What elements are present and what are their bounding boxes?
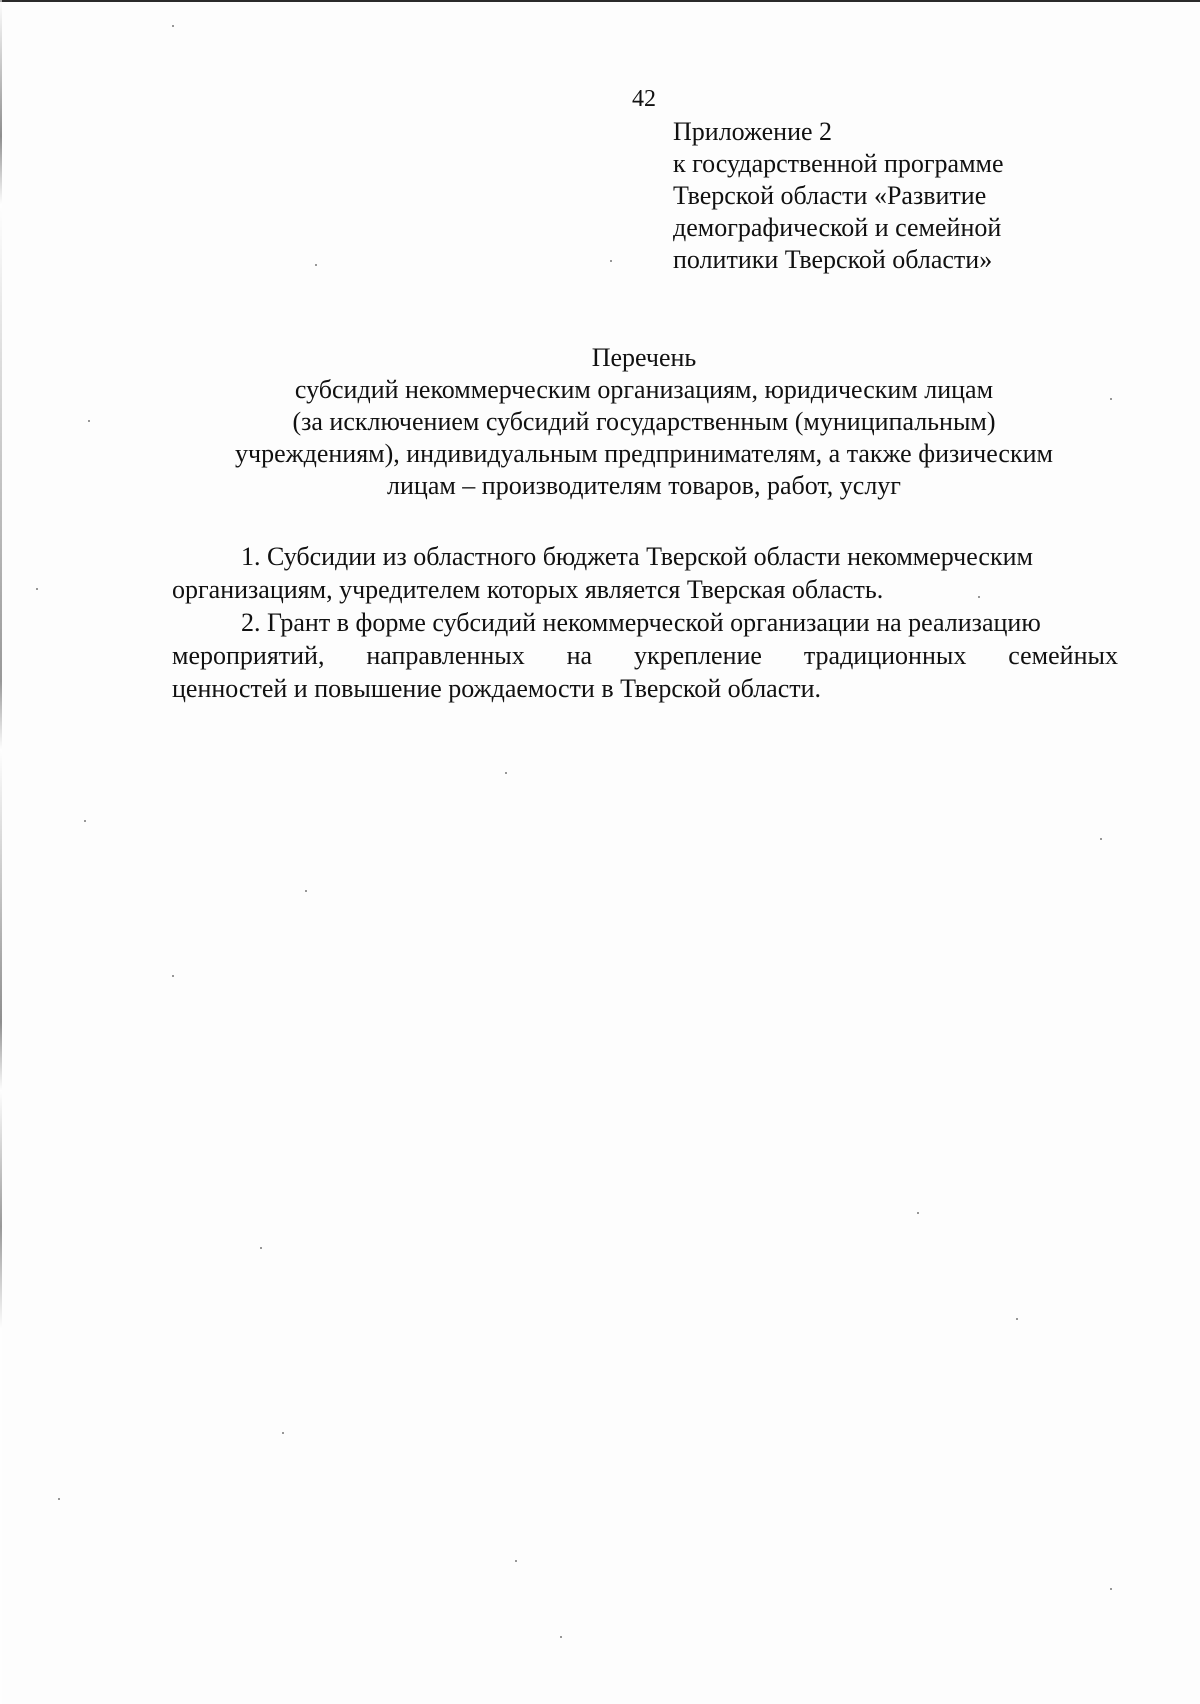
heading-line: (за исключением субсидий государственным (муниципальным) [292,407,996,436]
scan-speck [1016,1318,1018,1320]
item-line: 1. Субсидии из областного бюджета Тверской области некоммерческим [241,542,1033,571]
item-word: традиционных [803,641,967,670]
document-heading [120,342,1168,502]
scan-speck [315,264,317,266]
appendix-line-4 [673,212,1118,244]
scan-speck [172,25,174,27]
scan-speck [610,260,612,262]
scan-speck [505,772,507,774]
heading-line: учреждениям), индивидуальным предпринимателям, а также физическим [235,439,1053,468]
page-number: 42 [632,86,656,112]
scan-top-edge [0,0,1200,2]
scan-speck [560,1636,562,1638]
appendix-line-5: политики Тверской области» [673,245,993,274]
item-word: семейных [1008,641,1118,670]
items-list [172,540,1118,705]
scan-speck [84,820,86,822]
scan-left-edge [0,0,2,1704]
appendix-word: демографической [673,213,869,242]
appendix-word: программе [883,149,1004,178]
scan-speck [282,1432,284,1434]
scan-speck [515,1560,517,1562]
item-line: 2. Грант в форме субсидий некоммерческой организации на реализацию [241,608,1041,637]
appendix-line-2 [673,148,1118,180]
heading-line: субсидий некоммерческим организациям, юридическим лицам [294,375,994,404]
scan-speck [305,890,307,892]
scan-speck [917,1212,919,1214]
item-word: укрепление [633,641,762,670]
item-line: организациям, учредителем которых является Тверская область. [172,575,884,604]
item-word: направленных [366,641,525,670]
heading-line: лицам – производителям товаров, работ, услуг [387,471,901,500]
item-word: на [566,641,593,670]
appendix-word: и [874,213,889,242]
appendix-word: к [673,149,686,178]
appendix-title: Приложение 2 [673,117,833,146]
appendix-word: семейной [895,213,1002,242]
scan-speck [36,588,38,590]
scan-speck [58,1498,60,1500]
appendix-word: государственной [692,149,878,178]
appendix-word: Тверской [673,181,775,210]
list-item [172,540,1118,606]
scan-speck [1110,398,1112,400]
appendix-word: области [780,181,868,210]
scan-speck [978,596,980,598]
list-item [172,606,1118,705]
appendix-word: «Развитие [873,181,987,210]
appendix-line-3 [673,180,1118,212]
item-line [172,639,1118,672]
scan-speck [88,420,90,422]
item-word: мероприятий, [172,641,325,670]
scan-speck [1100,838,1102,840]
scan-speck [172,975,174,977]
scan-speck [260,1247,262,1249]
appendix-header [673,116,1118,276]
item-line: ценностей и повышение рождаемости в Тверской области. [172,674,822,703]
heading-title: Перечень [591,343,697,372]
scan-speck [1110,1588,1112,1590]
